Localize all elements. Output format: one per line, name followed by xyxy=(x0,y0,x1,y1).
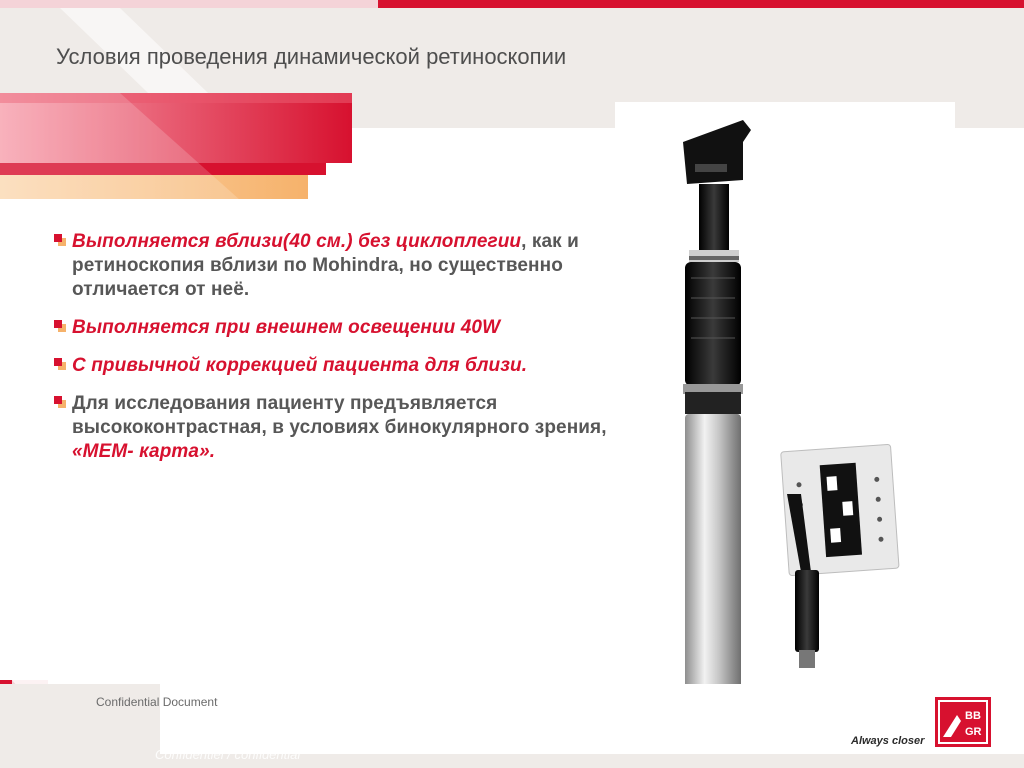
top-accent-strip-red xyxy=(378,0,1024,8)
bullet-item xyxy=(54,354,620,378)
bullet-list xyxy=(54,230,620,478)
bullet-highlight-text: Выполняется вблизи(40 см.) без циклоплегии xyxy=(72,231,522,252)
bullet-item xyxy=(54,230,620,302)
bullet-text: , как и ретиноскопия вблизи по Mohindra, но существенно отличается от неё. xyxy=(72,231,579,300)
bullet-highlight-text: С привычной коррекцией пациента для близи. xyxy=(72,355,528,376)
svg-text:BB: BB xyxy=(965,710,981,722)
bullet-item xyxy=(54,316,620,340)
bullet-text: Для исследования пациенту предъявляется высококонтрастная, в условиях бинокулярного зрения, xyxy=(72,393,607,438)
decorative-ribbon-graphic xyxy=(0,0,360,230)
svg-text:GR: GR xyxy=(965,726,982,738)
bullet-marker-icon xyxy=(54,234,68,248)
slide-title: Условия проведения динамической ретиноскопии xyxy=(56,44,567,69)
confidential-ghost-label: Confidentiel / confidential xyxy=(155,747,301,762)
bullet-marker-icon xyxy=(54,320,68,334)
bullet-marker-icon xyxy=(54,396,68,410)
bullet-highlight-text: Выполняется при внешнем освещении 40W xyxy=(72,317,501,338)
confidential-document-label: Confidential Document xyxy=(96,695,218,709)
bullet-marker-icon xyxy=(54,358,68,372)
bullet-item xyxy=(54,392,620,464)
company-slogan: Always closer xyxy=(851,735,925,747)
bbgr-logo xyxy=(935,697,991,747)
retinoscope-product-photo xyxy=(615,102,955,710)
bullet-highlight-text: «МЕМ- карта». xyxy=(72,441,216,462)
